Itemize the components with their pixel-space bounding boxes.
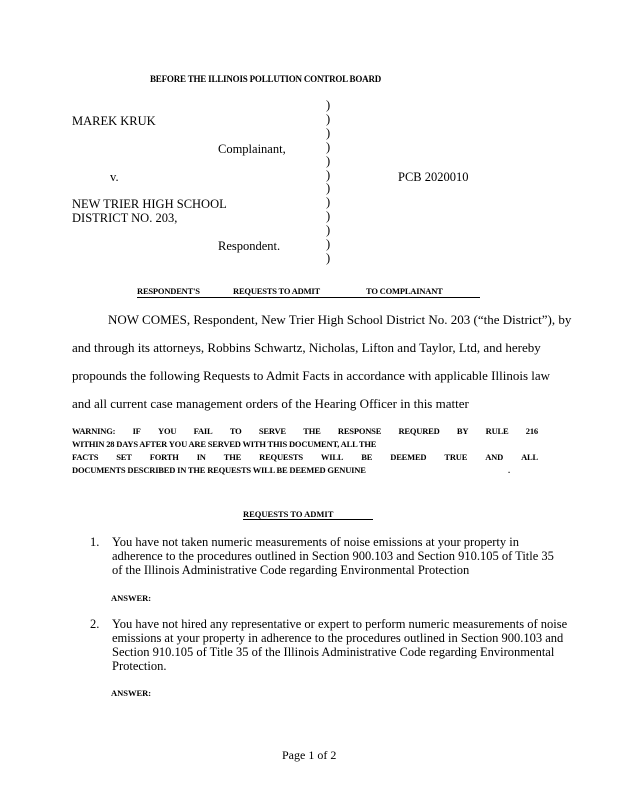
title-underline (137, 297, 480, 298)
paren: ) (326, 153, 331, 168)
answer-label: ANSWER: (111, 688, 152, 698)
warning-word: FORTH (149, 452, 179, 462)
intro-line-3: propounds the following Requests to Admit Facts in accordance with applicable Illinois law (72, 368, 551, 383)
warning-line-2: WITHIN 28 DAYS AFTER YOU ARE SERVED WITH THIS DOCUMENT, ALL THE (72, 439, 377, 449)
warning-word: AND (485, 452, 504, 462)
warning-word: BY (456, 426, 469, 436)
request-number: 1. (90, 535, 100, 549)
request-text (112, 617, 592, 673)
warning-word: SET (116, 452, 132, 462)
requests-heading-underline (243, 519, 373, 520)
respondent-role: Respondent. (218, 239, 281, 253)
paren: ) (326, 237, 331, 252)
complainant-name: MAREK KRUK (72, 114, 156, 128)
paren: ) (326, 167, 331, 182)
paren: ) (326, 223, 331, 238)
request-line: adherence to the procedures outlined in Section 900.103 and Section 910.105 of Title 35 (112, 549, 554, 563)
intro-line-4: and all current case management orders of the Hearing Officer in this matter (72, 396, 469, 411)
intro-line-1: NOW COMES, Respondent, New Trier High School District No. 203 (“the District”), by (108, 312, 572, 327)
warning-word: SERVE (258, 426, 286, 436)
answer-label: ANSWER: (111, 593, 152, 603)
request-line: of the Illinois Administrative Code regarding Environmental Protection (112, 563, 470, 577)
warning-word: REQUESTS (259, 452, 303, 462)
respondent-name-line1: NEW TRIER HIGH SCHOOL (72, 197, 227, 211)
title-respondents: RESPONDENT'S (137, 286, 200, 296)
request-number: 2. (90, 617, 100, 631)
caption-parentheses (326, 99, 330, 266)
warning-word: 216 (525, 426, 538, 436)
warning-word: FACTS (72, 452, 99, 462)
warning-line-4-end: . (508, 465, 510, 475)
title-to-complainant: TO COMPLAINANT (366, 286, 443, 296)
warning-word: ALL (521, 452, 538, 462)
warning-line-1 (72, 426, 538, 436)
warning-line-3 (72, 452, 538, 462)
warning-word: RESPONSE (337, 426, 382, 436)
paren: ) (326, 181, 331, 196)
warning-word: THE (223, 452, 242, 462)
paren: ) (326, 139, 331, 154)
warning-word: TO (229, 426, 242, 436)
request-text (112, 535, 592, 577)
complainant-role: Complainant, (218, 142, 286, 156)
request-line: emissions at your property in adherence to the procedures outlined in Section 900.103 and (112, 631, 564, 645)
intro-line-2: and through its attorneys, Robbins Schwartz, Nicholas, Lifton and Taylor, Ltd, and hereby (72, 340, 541, 355)
warning-word: IN (196, 452, 206, 462)
warning-word: WILL (320, 452, 344, 462)
warning-word: RULE (485, 426, 509, 436)
paren: ) (326, 209, 331, 224)
paren: ) (326, 125, 331, 140)
warning-word: WARNING: (72, 426, 116, 436)
warning-word: REQURED (398, 426, 440, 436)
request-line: Protection. (112, 659, 167, 673)
warning-line-4: DOCUMENTS DESCRIBED IN THE REQUESTS WILL BE DEEMED GENUINE (72, 465, 366, 475)
warning-word: FAIL (193, 426, 213, 436)
case-number: PCB 2020010 (398, 170, 469, 184)
warning-word: DEEMED (390, 452, 427, 462)
paren: ) (326, 111, 331, 126)
warning-word: THE (303, 426, 321, 436)
warning-word: BE (361, 452, 373, 462)
versus-label: v. (110, 170, 119, 184)
requests-heading: REQUESTS TO ADMIT (243, 509, 334, 519)
request-line: You have not taken numeric measurements of noise emissions at your property in (112, 535, 519, 549)
page-number: Page 1 of 2 (282, 748, 337, 762)
request-line: Section 910.105 of Title 35 of the Illinois Administrative Code regarding Environmental (112, 645, 555, 659)
board-heading: BEFORE THE ILLINOIS POLLUTION CONTROL BOARD (150, 74, 382, 84)
warning-word: IF (132, 426, 141, 436)
title-requests-to-admit: REQUESTS TO ADMIT (233, 286, 320, 296)
warning-word: TRUE (444, 452, 468, 462)
paren: ) (326, 195, 331, 210)
paren: ) (326, 98, 331, 112)
paren: ) (326, 250, 331, 265)
respondent-name-line2: DISTRICT NO. 203, (72, 211, 178, 225)
warning-word: YOU (158, 426, 177, 436)
request-line: You have not hired any representative or expert to perform numeric measurements of noise (112, 617, 568, 631)
